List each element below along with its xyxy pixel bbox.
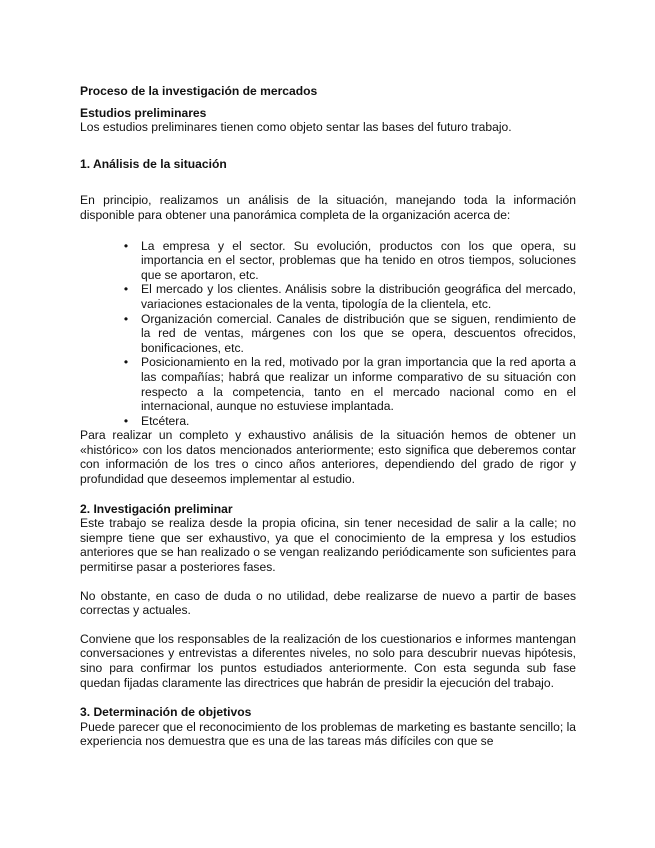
section-2-heading: 2. Investigación preliminar xyxy=(80,501,233,516)
list-item-text: El mercado y los clientes. Análisis sobre la distribución geográfica del mercado, variaciones estacionales de la venta, tipología de la clientela, etc. xyxy=(141,282,576,311)
intro-paragraph: Los estudios preliminares tienen como objeto sentar las bases del futuro trabajo. xyxy=(80,120,512,135)
list-item xyxy=(123,238,576,283)
section-1-paragraph-1: En principio, realizamos un análisis de la situación, manejando toda la información disponible para obtener una panorámica completa de la organización acerca de: xyxy=(80,193,576,222)
list-item-text: Posicionamiento en la red, motivado por la gran importancia que la red aporta a las compañías; habrá que realizar un informe comparativo de su situación con respecto a la competencia, tanto en el mercado nacional como en el internacional, aunque no estuviese implantada. xyxy=(141,355,576,414)
document-page xyxy=(80,84,576,749)
section-2-paragraph-1: Este trabajo se realiza desde la propia oficina, sin tener necesidad de salir a la calle; no siempre tiene que ser exhaustivo, ya que el conocimiento de la empresa y los estudios anteriores que se han realizado o se vengan realizando periódicamente son suficientes para permitirse pasar a posteriores fases. xyxy=(80,516,576,575)
list-item-text: La empresa y el sector. Su evolución, productos con los que opera, su importancia en el sector, problemas que ha tenido en otros tiempos, soluciones que se aportaron, etc. xyxy=(141,238,576,282)
section-2-paragraph-2: No obstante, en caso de duda o no utilidad, debe realizarse de nuevo a partir de bases correctas y actuales. xyxy=(80,588,576,618)
list-item xyxy=(123,355,576,414)
document-title: Proceso de la investigación de mercados xyxy=(80,84,318,98)
section-3-heading: 3. Determinación de objetivos xyxy=(80,705,252,720)
section-2-paragraph-3: Conviene que los responsables de la realización de los cuestionarios e informes mantengan conversaciones y entrevistas a diferentes niveles, no solo para descubrir nuevas hipótesis, sino para confirmar los puntos estudiados anteriormente. Con esta segunda sub fase quedan fijadas claramente las directrices que habrán de presidir la ejecución del trabajo. xyxy=(80,631,576,690)
section-1-paragraph-2: Para realizar un completo y exhaustivo análisis de la situación hemos de obtener un «histórico» con los datos mencionados anteriormente; esto significa que deberemos contar con información de los tres o cinco años anteriores, dependiendo del grado de rigor y profundidad que deseemos implementar al estudio. xyxy=(80,428,576,487)
subtitle-estudios-preliminares: Estudios preliminares xyxy=(80,105,207,120)
section-3-paragraph-1: Puede parecer que el reconocimiento de los problemas de marketing es bastante sencillo; la experiencia nos demuestra que es una de las tareas más difíciles con que se xyxy=(80,719,576,749)
list-item xyxy=(123,282,576,311)
bullet-icon: • xyxy=(123,311,129,326)
list-item xyxy=(123,413,576,429)
bullet-icon: • xyxy=(123,238,129,253)
list-item-text: Organización comercial. Canales de distribución que se siguen, rendimiento de la red de ventas, márgenes con los que se opera, descuentos ofrecidos, bonificaciones, etc. xyxy=(141,311,576,355)
bullet-icon: • xyxy=(123,282,129,297)
bullet-icon: • xyxy=(123,413,129,428)
section-1-heading: 1. Análisis de la situación xyxy=(80,156,227,171)
bullet-icon: • xyxy=(123,355,129,370)
list-item xyxy=(123,311,576,356)
list-item-text: Etcétera. xyxy=(141,413,190,428)
situation-bullet-list xyxy=(80,239,576,429)
